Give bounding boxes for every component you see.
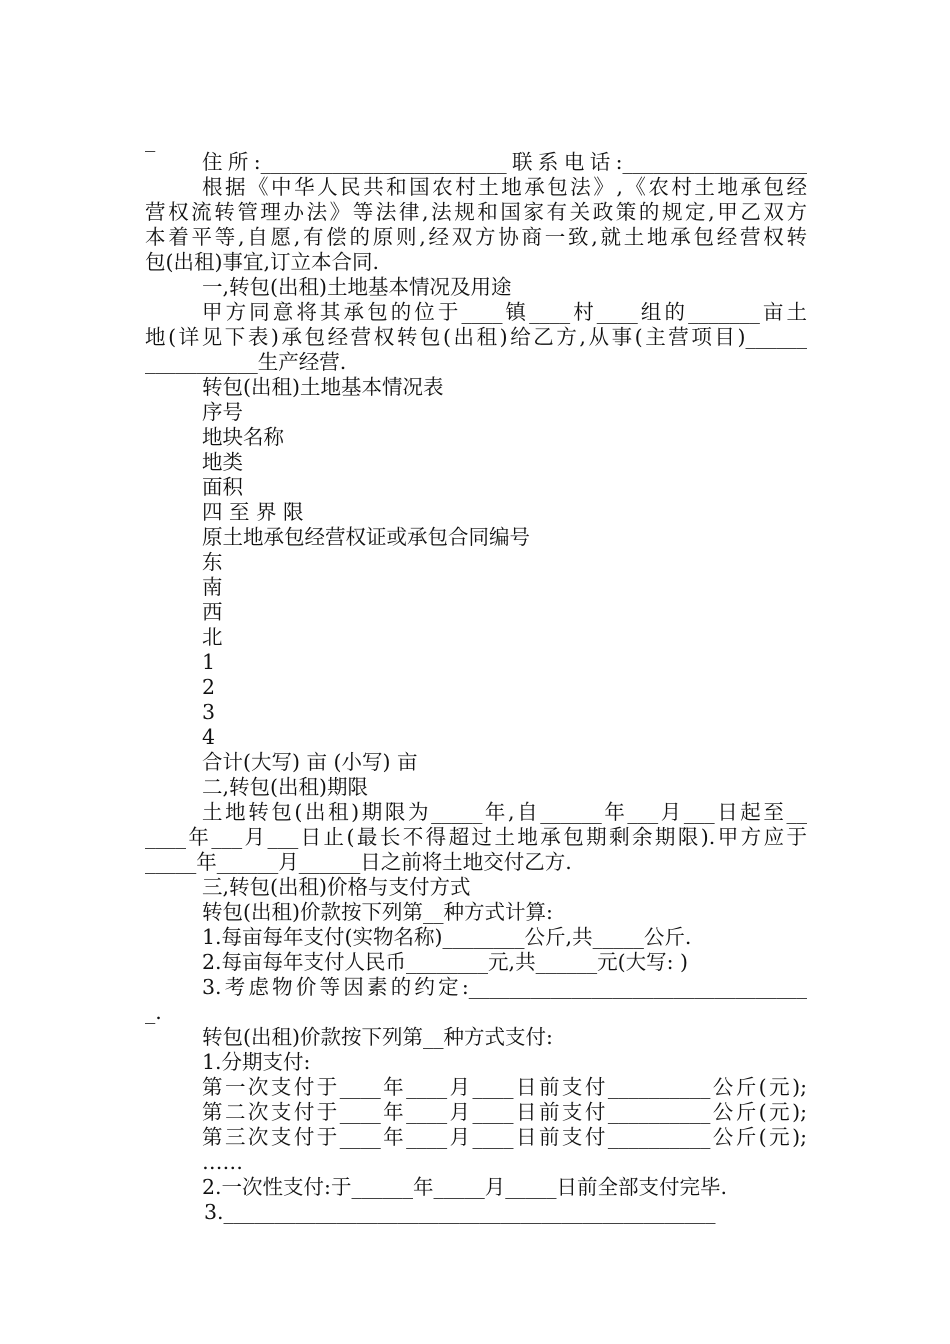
table-header-south: 南 — [202, 575, 223, 599]
payment-lump-sum: 2.一次性支付:于______年_____月_____日前全部支付完毕. — [202, 1175, 727, 1199]
section-1-text-3: ___________生产经营. — [145, 350, 347, 374]
section-1-text-1: 甲方同意将其承包的位于____镇____村____组的_______亩土 — [202, 300, 807, 324]
payment-method-line: 转包(出租)价款按下列第__种方式支付: — [202, 1025, 553, 1049]
table-header-west: 西 — [202, 600, 223, 624]
table-header-number: 序号 — [202, 400, 243, 424]
table-row-3: 3 — [202, 700, 216, 724]
price-method-line: 转包(出租)价款按下列第__种方式计算: — [202, 900, 553, 924]
payment-installment: 1.分期支付: — [202, 1050, 311, 1074]
land-table-title: 转包(出租)土地基本情况表 — [202, 375, 444, 399]
table-header-plot-name: 地块名称 — [202, 425, 284, 449]
table-header-boundaries: 四 至 界 限 — [202, 500, 304, 524]
payment-third: 第三次支付于____年____月____日前支付__________公斤(元); — [202, 1125, 807, 1149]
preamble-line-2: 营权流转管理办法》等法律,法规和国家有关政策的规定,甲乙双方 — [145, 200, 807, 224]
payment-second: 第二次支付于____年____月____日前支付__________公斤(元); — [202, 1100, 807, 1124]
payment-option-3: 3.________________________________________________ — [204, 1200, 716, 1224]
stray-underscore: _ — [145, 128, 156, 152]
preamble-line-1: 根据《中华人民共和国农村土地承包法》,《农村土地承包经 — [202, 175, 807, 199]
table-total: 合计(大写) 亩 (小写) 亩 — [202, 750, 418, 774]
section-2-text-3: _____年______月______日之前将土地交付乙方. — [145, 850, 572, 874]
section-2-text-1: 土地转包(出租)期限为_____年,自______年___月___日起至__ — [202, 800, 807, 824]
table-header-east: 东 — [202, 550, 223, 574]
table-row-1: 1 — [202, 650, 216, 674]
table-row-4: 4 — [202, 725, 216, 749]
preamble-line-3: 本着平等,自愿,有偿的原则,经双方协商一致,就土地承包经营权转 — [145, 225, 807, 249]
section-1-heading: 一,转包(出租)土地基本情况及用途 — [202, 275, 512, 299]
preamble-line-4: 包(出租)事宜,订立本合同. — [145, 250, 380, 274]
section-3-heading: 三,转包(出租)价格与支付方式 — [202, 875, 471, 899]
table-header-north: 北 — [202, 625, 223, 649]
section-2-text-2: ____年___月___日止(最长不得超过土地承包期剩余期限).甲方应于 — [145, 825, 807, 849]
address-phone-line: 住所:________________________联系电话:__________________ — [202, 150, 807, 174]
payment-first: 第一次支付于____年____月____日前支付__________公斤(元); — [202, 1075, 807, 1099]
section-2-heading: 二,转包(出租)期限 — [202, 775, 369, 799]
table-header-area: 面积 — [202, 475, 243, 499]
table-row-2: 2 — [202, 675, 216, 699]
price-option-3-end: _. — [145, 1000, 162, 1024]
payment-ellipsis: …… — [202, 1150, 243, 1174]
price-option-1: 1.每亩每年支付(实物名称)________公斤,共_____公斤. — [202, 925, 692, 949]
price-option-2: 2.每亩每年支付人民币________元,共______元(大写: ) — [202, 950, 688, 974]
section-1-text-2: 地(详见下表)承包经营权转包(出租)给乙方,从事(主营项目)______ — [145, 325, 807, 349]
price-option-3: 3.考虑物价等因素的约定:_________________________________ — [202, 975, 807, 999]
table-header-land-type: 地类 — [202, 450, 243, 474]
table-header-contract-number: 原土地承包经营权证或承包合同编号 — [202, 525, 530, 549]
